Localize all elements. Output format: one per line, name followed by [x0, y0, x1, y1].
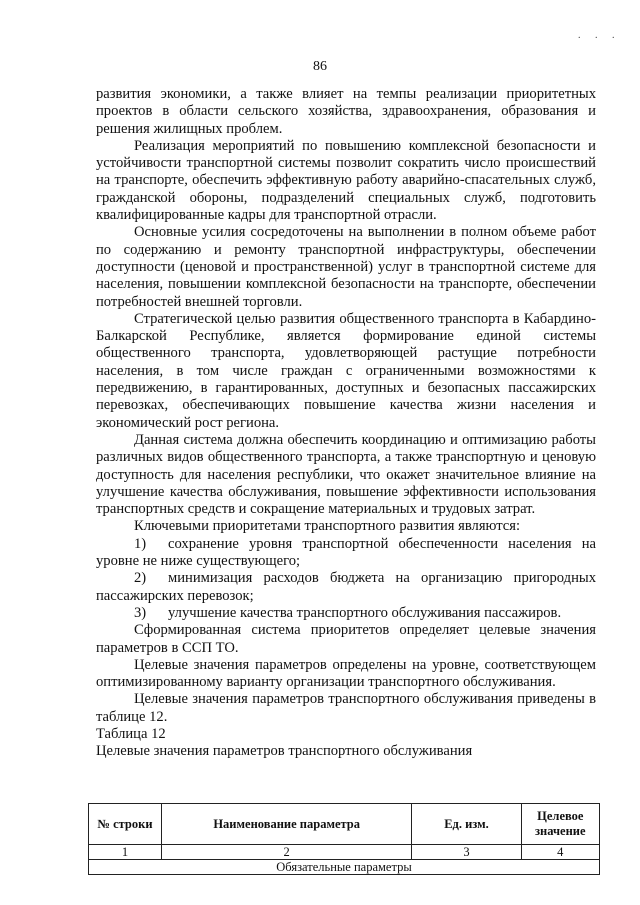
list-item-text: минимизация расходов бюджета на организацию пригородных пассажирских перевозок; [96, 570, 596, 604]
paragraph: Целевые значения параметров транспортного обслуживания приведены в таблице 12. [96, 691, 596, 725]
table-section-row [89, 860, 600, 875]
table-header-row [89, 804, 600, 845]
table-numbering-row [89, 845, 600, 860]
table-label: Таблица 12 [96, 725, 166, 742]
parameters-table [88, 803, 600, 875]
list-item [96, 536, 596, 571]
paragraph: развития экономики, а также влияет на темпы реализации приоритетных проектов в области сельского хозяйства, здравоохранения, образования и решения жилищных проблем. [96, 86, 596, 137]
list-item-text: сохранение уровня транспортной обеспеченности населения на уровне не ниже существующего; [96, 535, 596, 570]
list-item [96, 570, 596, 605]
table-title: Целевые значения параметров транспортного обслуживания [96, 743, 473, 760]
section-heading: Обязательные параметры [89, 860, 600, 875]
scan-specks: . . . [578, 30, 621, 41]
list-item-number: 3) [134, 604, 147, 621]
list-item-number: 1) [134, 535, 147, 552]
column-header: Наименование параметра [161, 804, 411, 845]
column-header: Целевое значение [521, 804, 599, 845]
table-cell: 1 [89, 845, 162, 860]
list-item-number: 2) [134, 570, 147, 587]
paragraph: Сформированная система приоритетов определяет целевые значения параметров в ССП ТО. [96, 622, 596, 656]
column-header: № строки [89, 804, 162, 845]
table-cell: 3 [412, 845, 521, 860]
paragraph: Основные усилия сосредоточены на выполнении в полном объеме работ по содержанию и ремонту транспортной инфраструктуры, обеспечении доступности (ценовой и пространственной) услуг в транспортной системе для населения, повышении комплексной безопасности на транспорте, обеспечении потребностей внешней торговли. [96, 224, 596, 310]
paragraph: Данная система должна обеспечить координацию и оптимизацию работы различных видов общественного транспорта, а также транспортную и ценовую доступность для населения республики, что окажет значительное влияние на улучшение качества обслуживания, повышение эффективности использования транспортных средств и сокращение материальных и трудовых затрат. [96, 431, 596, 518]
priorities-list [96, 536, 596, 622]
document-body [96, 86, 596, 761]
list-item-text: улучшение качества транспортного обслуживания пассажиров. [168, 604, 562, 621]
list-item [96, 605, 596, 622]
paragraph: Ключевыми приоритетами транспортного развития являются: [134, 518, 521, 535]
table-cell: 2 [161, 845, 411, 860]
column-header: Ед. изм. [412, 804, 521, 845]
paragraph: Реализация мероприятий по повышению комплексной безопасности и устойчивости транспортной системы позволит сократить число происшествий на транспорте, обеспечить эффективную работу аварийно-спасательных служб, гражданской обороны, подразделений специальных служб, подготовить квалифицированные кадры для транспортной отрасли. [96, 137, 596, 224]
paragraph: Целевые значения параметров определены на уровне, соответствующем оптимизированному варианту организации транспортного обслуживания. [96, 656, 596, 691]
paragraph: Стратегической целью развития общественного транспорта в Кабардино-Балкарской Республике, является формирование единой системы общественного транспорта, удовлетворяющей растущие потребности населения, в том числе граждан с ограниченными возможностями к передвижению, в гарантированных, доступных и безопасных пассажирских перевозках, обеспечивающих повышение качества жизни населения и экономический рост региона. [96, 310, 596, 431]
page-number: 86 [313, 59, 327, 74]
table-cell: 4 [521, 845, 599, 860]
